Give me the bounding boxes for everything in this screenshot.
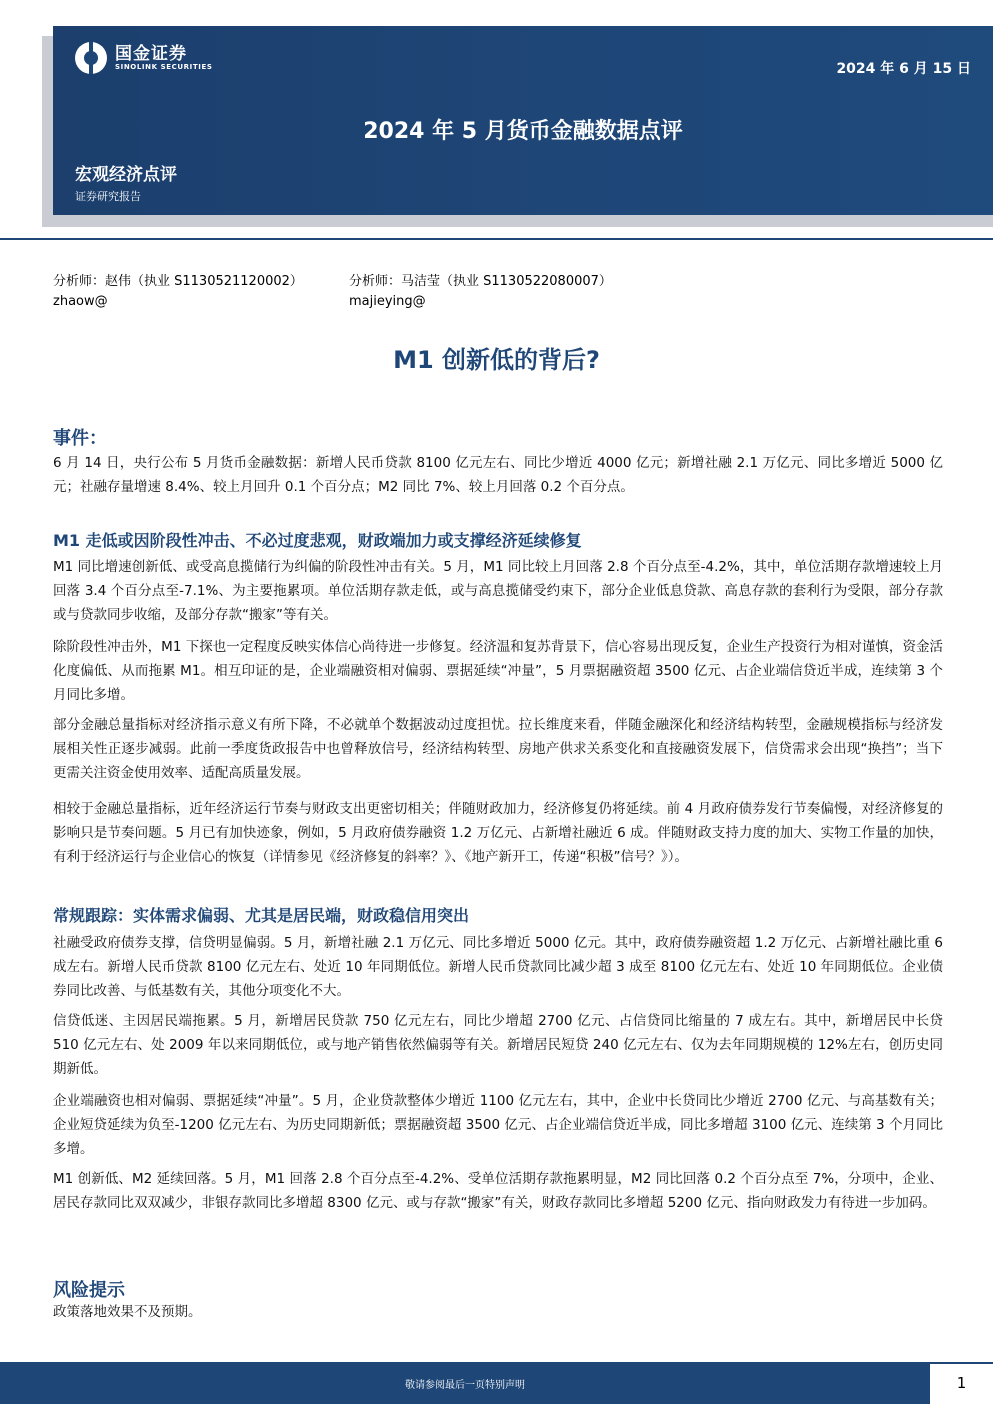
company-logo [75,42,212,74]
event-title: 事件： [53,428,107,449]
analyst-2-name: 分析师：马洁莹（执业 S1130522080007） [349,274,612,289]
header-banner [53,26,993,215]
analyst-1 [53,272,303,312]
report-date: 2024 年 6 月 15 日 [836,61,971,77]
analyst-1-email: zhaow@ [53,294,108,309]
page-number: 1 [956,1374,967,1392]
event-text: 6 月 14 日，央行公布 5 月货币金融数据：新增人民币贷款 8100 亿元左右、同比少增近 4000 亿元；新增社融 2.1 万亿元、同比多增近 5000 亿元；社融存量增速 8.4%、较上月回升 0.1 个百分点；M2 同比 7%、较上月回落 0.2 个百分点。 [53,455,943,495]
logo-text-cn: 国金证券 [115,43,187,64]
section1-heading: M1 走低或因阶段性冲击、不必过度悲观，财政端加力或支撑经济延续修复 [53,531,582,550]
section1-para-1: M1 同比增速创新低、或受高息揽储行为纠偏的阶段性冲击有关。5 月，M1 同比较上月回落 2.8 个百分点至-4.2%，其中，单位活期存款增速较上月回落 3.4 个百分点至-7.1%、为主要拖累项。单位活期存款走低，或与高息揽储受约束下，部分企业低息贷款、高息存款的套利行为受限，部分存款或与贷款同步收缩，及部分存款“搬家”等有关。 [53,559,943,623]
risk-title: 风险提示 [53,1280,125,1301]
analyst-1-name: 分析师：赵伟（执业 S1130521120002） [53,274,303,289]
analyst-2-email: majieying@ [349,294,426,309]
section1-para-3: 部分金融总量指标对经济指示意义有所下降，不必就单个数据波动过度担忧。拉长维度来看，伴随金融深化和经济结构转型，金融规模指标与经济发展相关性正逐步减弱。此前一季度货政报告中也曾释放信号，经济结构转型、房地产供求关系变化和直接融资发展下，信贷需求会出现“换挡”；当下更需关注资金使用效率、适配高质量发展。 [53,717,943,781]
section2-para-2: 信贷低迷、主因居民端拖累。5 月，新增居民贷款 750 亿元左右，同比少增超 2700 亿元、占信贷同比缩量的 7 成左右。其中，新增居民中长贷 510 亿元左右、处 2009 年以来同期低位，或与地产销售依然偏弱等有关。新增居民短贷 240 亿元左右、仅为去年同期规模的 12%左右，创历史同期新低。 [53,1013,943,1077]
section2-para-3: 企业端融资也相对偏弱、票据延续“冲量”。5 月，企业贷款整体少增近 1100 亿元左右，其中，企业中长贷同比少增近 2700 亿元、与高基数有关；企业短贷延续为负至-1200 亿元左右、为历史同期新低；票据融资超 3500 亿元、占企业端信贷近半成，同比多增超 3100 亿元、连续第 3 个月同比多增。 [53,1093,943,1157]
header-divider [0,238,993,240]
analyst-2 [349,272,612,312]
report-subcategory: 证券研究报告 [75,190,141,203]
section2-heading: 常规跟踪：实体需求偏弱、尤其是居民端，财政稳信用突出 [53,906,470,925]
section2-para-4: M1 创新低、M2 延续回落。5 月，M1 回落 2.8 个百分点至-4.2%、受单位活期存款拖累明显，M2 同比回落 0.2 个百分点至 7%，分项中，企业、居民存款同比双双减少，非银存款同比多增超 8300 亿元、或与存款“搬家”有关，财政存款同比多增超 5200 亿元、指向财政发力有待进一步加码。 [53,1171,943,1211]
risk-text: 政策落地效果不及预期。 [53,1304,202,1320]
main-heading: M1 创新低的背后? [393,346,600,374]
report-category: 宏观经济点评 [75,165,177,185]
logo-text-en: SINOLINK SECURITIES [115,62,213,71]
section1-para-2: 除阶段性冲击外，M1 下探也一定程度反映实体信心尚待进一步修复。经济温和复苏背景下，信心容易出现反复，企业生产投资行为相对谨慎，资金活化度偏低、从而拖累 M1。相互印证的是，企业端融资相对偏弱、票据延续“冲量”，5 月票据融资超 3500 亿元、占企业端信贷近半成，连续第 3 个月同比多增。 [53,639,943,703]
logo-icon [75,42,107,74]
section2-para-1: 社融受政府债券支撑，信贷明显偏弱。5 月，新增社融 2.1 万亿元、同比多增近 5000 亿元。其中，政府债券融资超 1.2 万亿元、占新增社融比重 6 成左右。新增人民币贷款 8100 亿元左右、处近 10 年同期低位。新增人民币贷款同比减少超 3 成至 8100 亿元左右、处近 10 年同期低位。企业债券同比改善、与低基数有关，其他分项变化不大。 [53,935,943,999]
report-title: 2024 年 5 月货币金融数据点评 [363,119,683,144]
footer-note: 敬请参阅最后一页特别声明 [405,1380,525,1391]
section1-para-4: 相较于金融总量指标，近年经济运行节奏与财政支出更密切相关；伴随财政加力，经济修复仍将延续。前 4 月政府债券发行节奏偏慢，对经济修复的影响只是节奏问题。5 月已有加快迹象，例如，5 月政府债券融资 1.2 万亿元、占新增社融近 6 成。伴随财政支持力度的加大、实物工作量的加快，有利于经济运行与企业信心的恢复（详情参见《经济修复的斜率？》、《地产新开工，传递“积极”信号？》）。 [53,801,943,865]
